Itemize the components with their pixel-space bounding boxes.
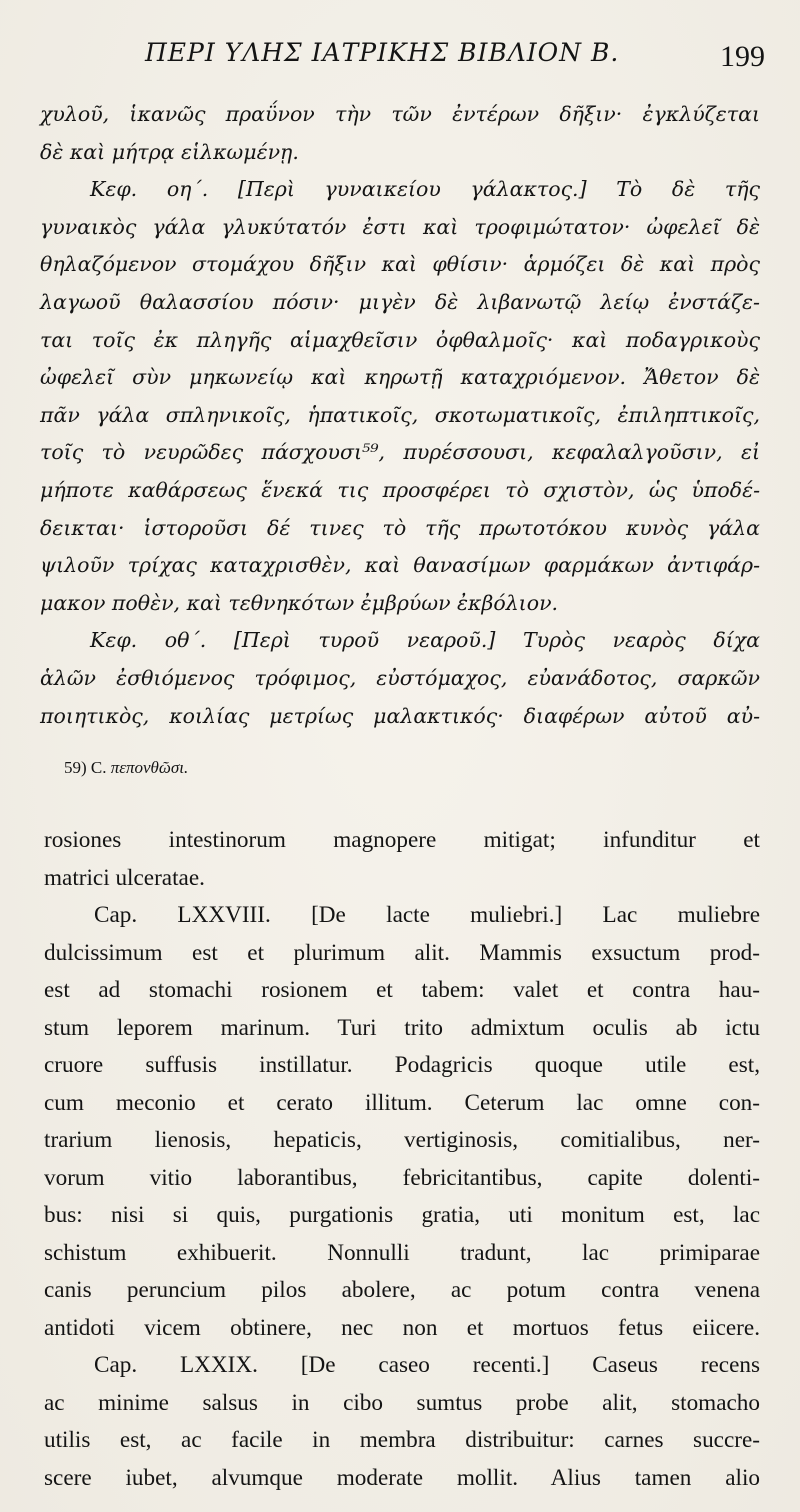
greek-line: δὲ καὶ μήτρᾳ εἱλκωμένῃ. (40, 139, 299, 164)
greek-line: ψιλοῦν τρίχας καταχρισθὲν, καὶ θανασίμων φαρμάκων ἀντιφάρ- (40, 553, 760, 578)
greek-line: ποιητικὸς, κοιλίας μετρίως μαλακτικός· διαφέρων αὐτοῦ αὐ- (40, 703, 760, 728)
greek-line: ται τοῖς ἐκ πληγῆς αἱμαχθεῖσιν ὀφθαλμοῖς· καὶ ποδαγρικοὺς (40, 327, 760, 352)
footnote-text: πεπονθῶσι. (110, 758, 189, 777)
page-number: 199 (720, 40, 765, 73)
greek-line: χυλοῦ, ἱκανῶς πραΰνον τὴν τῶν ἐντέρων δῆξιν· ἐγκλύζεται (40, 102, 760, 126)
greek-line: τοῖς τὸ νευρῶδες πάσχουσι⁵⁹, πυρέσσουσι, κεφαλαλγοῦσιν, εἰ (40, 440, 760, 465)
latin-line: utilis est, ac facile in membra distribuitur: carnes succre- (44, 1427, 760, 1453)
chapter-heading-latin: Cap. LXXVIII. [De lacte muliebri.] Lac muliebre (94, 902, 760, 928)
greek-line: μήποτε καθάρσεως ἕνεκά τις προσφέρει τὸ σχιστὸν, ὡς ὑποδέ- (40, 477, 760, 502)
latin-line: est ad stomachi rosionem et tabem: valet et contra hau- (44, 977, 760, 1003)
greek-line: λαγωοῦ θαλασσίου πόσιν· μιγὲν δὲ λιβανωτῷ λείῳ ἐνστάζε- (40, 289, 760, 314)
running-title: ΠΕΡΙ ΥΛΗΣ ΙΑΤΡΙΚΗΣ ΒΙΒΛΙΟΝ Β. (145, 38, 620, 67)
latin-line: antidoti vicem obtinere, nec non et mortuos fetus eiicere. (44, 1314, 760, 1341)
latin-line: cruore suffusis instillatur. Podagricis quoque utile est, (44, 1052, 760, 1078)
greek-line: ἁλῶν ἐσθιόμενος τρόφιμος, εὐστόμαχος, εὐανάδοτος, σαρκῶν (40, 665, 760, 690)
greek-line: δεικται· ἱστοροῦσι δέ τινες τὸ τῆς πρωτοτόκου κυνὸς γάλα (40, 515, 760, 540)
latin-line: rosiones intestinorum magnopere mitigat; infunditur et (44, 827, 760, 853)
greek-line: θηλαζόμενον στομάχου δῆξιν καὶ φθίσιν· ἁρμόζει δὲ καὶ πρὸς (40, 252, 760, 277)
latin-line: bus: nisi si quis, purgationis gratia, uti monitum est, lac (44, 1202, 760, 1228)
greek-line: γυναικὸς γάλα γλυκύτατόν ἐστι καὶ τροφιμώτατον· ὠφελεῖ δὲ (40, 214, 760, 239)
latin-line: vorum vitio laborantibus, febricitantibus, capite dolenti- (44, 1164, 760, 1191)
footnote (64, 758, 188, 778)
footnote-source: C. (90, 758, 107, 777)
greek-line: ὠφελεῖ σὺν μηκωνείῳ καὶ κηρωτῇ καταχριόμενον. Ἄθετον δὲ (40, 365, 760, 390)
greek-line: πᾶν γάλα σπληνικοῖς, ἡπατικοῖς, σκοτωματικοῖς, ἐπιληπτικοῖς, (40, 402, 760, 427)
latin-line: matrici ulceratae. (44, 864, 205, 891)
chapter-heading-latin: Cap. LXXIX. [De caseo recenti.] Caseus recens (94, 1352, 760, 1378)
greek-line: μακον ποθὲν, καὶ τεθνηκότων ἐμβρύων ἐκβόλιον. (40, 590, 559, 615)
latin-line: trarium lienosis, hepaticis, vertiginosis, comitialibus, ner- (44, 1127, 760, 1153)
footnote-marker: 59) (64, 758, 87, 777)
greek-text (40, 96, 760, 735)
chapter-heading-greek: Κεφ. οη΄. [Περὶ γυναικείου γάλακτος.] Τὸ δὲ τῆς (90, 177, 760, 202)
chapter-heading-greek: Κεφ. οθ΄. [Περὶ τυροῦ νεαροῦ.] Τυρὸς νεαρὸς δίχα (90, 628, 760, 653)
latin-line: dulcissimum est et plurimum alit. Mammis exsuctum prod- (44, 939, 760, 966)
latin-line: scere iubet, alvumque moderate mollit. Alius tamen alio (44, 1464, 760, 1491)
latin-line: cum meconio et cerato illitum. Ceterum lac omne con- (44, 1089, 760, 1116)
latin-line: schistum exhibuerit. Nonnulli tradunt, lac primiparae (44, 1239, 760, 1266)
latin-line: ac minime salsus in cibo sumtus probe alit, stomacho (44, 1389, 760, 1416)
running-head (145, 34, 765, 84)
latin-line: canis peruncium pilos abolere, ac potum contra venena (44, 1277, 760, 1303)
latin-line: stum leporem marinum. Turi trito admixtum oculis ab ictu (44, 1014, 760, 1041)
latin-text (44, 822, 760, 1497)
